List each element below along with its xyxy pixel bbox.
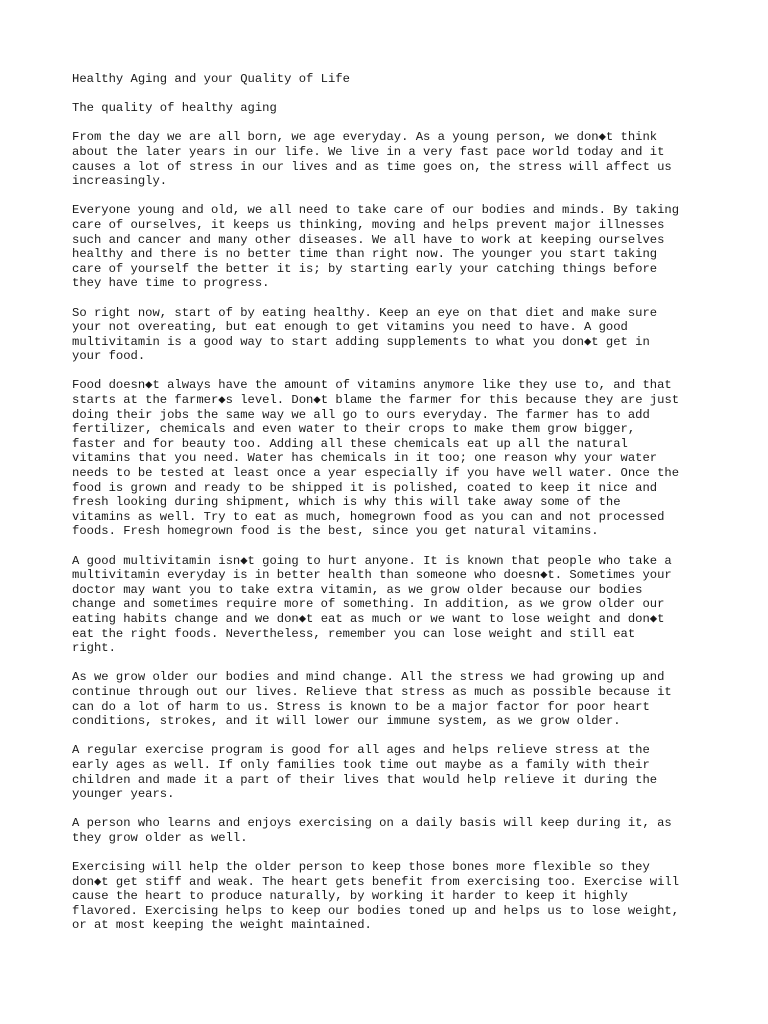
paragraph-6: As we grow older our bodies and mind change. All the stress we had growing up and continue through out our lives. Relieve that stress as much as possible because it can do a lot of harm to us. Stress is known to be a major factor for poor heart conditions, strokes, and it will lower our immune system, as we grow older. bbox=[72, 670, 672, 729]
paragraph-2: Everyone young and old, we all need to take care of our bodies and minds. By taking care of ourselves, it keeps us thinking, moving and helps prevent major illnesses such and cancer and many other diseases. We all have to work at keeping ourselves healthy and there is no better time than right now. The younger you start taking care of yourself the better it is; by starting early your catching things before they have time to progress. bbox=[72, 203, 680, 291]
paragraph-1: From the day we are all born, we age everyday. As a young person, we don◆t think about the later years in our life. We live in a very fast pace world today and it causes a lot of stress in our lives and as time goes on, the stress will affect us increasingly. bbox=[72, 130, 672, 189]
paragraph-9: Exercising will help the older person to keep those bones more flexible so they don◆t get stiff and weak. The heart gets benefit from exercising too. Exercise will cause the heart to produce naturally, by working it harder to keep it highly flavored. Exercising helps to keep our bodies toned up and helps us to lose weight, or at most keeping the weight maintained. bbox=[72, 860, 680, 933]
paragraph-8: A person who learns and enjoys exercising on a daily basis will keep during it, as they grow older as well. bbox=[72, 816, 672, 845]
paragraph-4: Food doesn◆t always have the amount of vitamins anymore like they use to, and that starts at the farmer◆s level. Don◆t blame the farmer for this because they are just doing their jobs the same way we all go to ours everyday. The farmer has to add fertilizer, chemicals and even water to their crops to make them grow bigger, faster and for beauty too. Adding all these chemicals eat up all the natural vitamins that you need. Water has chemicals in it too; one reason why your water needs to be tested at least once a year especially if you have well water. Once the food is grown and ready to be shipped it is polished, coated to keep it nice and fresh looking during shipment, which is why this will take away some of the vitamins as well. Try to eat as much, homegrown food as you can and not processed foods. Fresh homegrown food is the best, since you get natural vitamins. bbox=[72, 378, 680, 539]
document-title: Healthy Aging and your Quality of Life bbox=[72, 72, 350, 86]
paragraph-5: A good multivitamin isn◆t going to hurt anyone. It is known that people who take a multivitamin everyday is in better health than someone who doesn◆t. Sometimes your doctor may want you to take extra vitamin, as we grow older because our bodies change and sometimes require more of something. In addition, as we grow older our eating habits change and we don◆t eat as much or we want to lose weight and don◆t eat the right foods. Nevertheless, remember you can lose weight and still eat right. bbox=[72, 553, 672, 656]
paragraph-7: A regular exercise program is good for all ages and helps relieve stress at the early ages as well. If only families took time out maybe as a family with their children and made it a part of their lives that would help relieve it during the younger years. bbox=[72, 743, 658, 802]
paragraph-3: So right now, start of by eating healthy. Keep an eye on that diet and make sure your not overeating, but eat enough to get vitamins you need to have. A good multivitamin is a good way to start adding supplements to what you don◆t get in your food. bbox=[72, 305, 658, 364]
document-subtitle: The quality of healthy aging bbox=[72, 101, 277, 116]
document-page bbox=[72, 72, 712, 948]
